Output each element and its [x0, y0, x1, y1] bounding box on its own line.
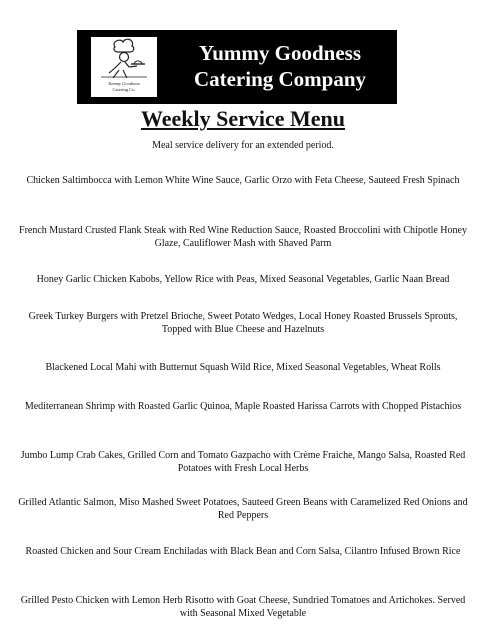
menu-item: Jumbo Lump Crab Cakes, Grilled Corn and Tomato Gazpacho with Crème Fraiche, Mango Salsa, Roasted Red Potatoes with Fresh Local Herbs: [20, 450, 466, 474]
company-name: [167, 40, 393, 92]
company-name-line2: Catering Company: [193, 67, 367, 91]
menu-item: Mediterranean Shrimp with Roasted Garlic Quinoa, Maple Roasted Harissa Carrots with Chopped Pistachios: [24, 401, 462, 412]
logo-text-line1: Yummy Goodness: [108, 81, 140, 86]
logo-text-line2: Catering Co.: [112, 87, 136, 92]
menu-item: Greek Turkey Burgers with Pretzel Brioche, Sweet Potato Wedges, Local Honey Roasted Brussels Sprouts, Topped with Blue Cheese and Hazelnuts: [28, 311, 458, 335]
menu-item: Roasted Chicken and Sour Cream Enchiladas with Black Bean and Corn Salsa, Cilantro Infused Brown Rice: [25, 546, 461, 557]
menu-item: Blackened Local Mahi with Butternut Squash Wild Rice, Mixed Seasonal Vegetables, Wheat Rolls: [45, 362, 441, 373]
chef-icon: [91, 37, 157, 81]
menu-item: French Mustard Crusted Flank Steak with Red Wine Reduction Sauce, Roasted Broccolini with Chipotle Honey Glaze, Cauliflower Mash with Shaved Parm: [19, 225, 467, 249]
header-banner: [77, 30, 397, 104]
logo: [91, 37, 157, 97]
page-subtitle: Meal service delivery for an extended period.: [152, 140, 334, 151]
menu-item: Chicken Saltimbocca with Lemon White Wine Sauce, Garlic Orzo with Feta Cheese, Sauteed Fresh Spinach: [26, 175, 460, 186]
menu-item: Grilled Pesto Chicken with Lemon Herb Risotto with Goat Cheese, Sundried Tomatoes and Artichokes. Served with Seasonal Mixed Vegetable: [20, 595, 466, 619]
menu-item: Grilled Atlantic Salmon, Miso Mashed Sweet Potatoes, Sauteed Green Beans with Caramelized Red Onions and Red Peppers: [18, 497, 468, 521]
page-title: Weekly Service Menu: [140, 106, 346, 131]
menu-item: Honey Garlic Chicken Kabobs, Yellow Rice with Peas, Mixed Seasonal Vegetables, Garlic Naan Bread: [36, 274, 450, 285]
company-name-line1: Yummy Goodness: [198, 41, 361, 65]
